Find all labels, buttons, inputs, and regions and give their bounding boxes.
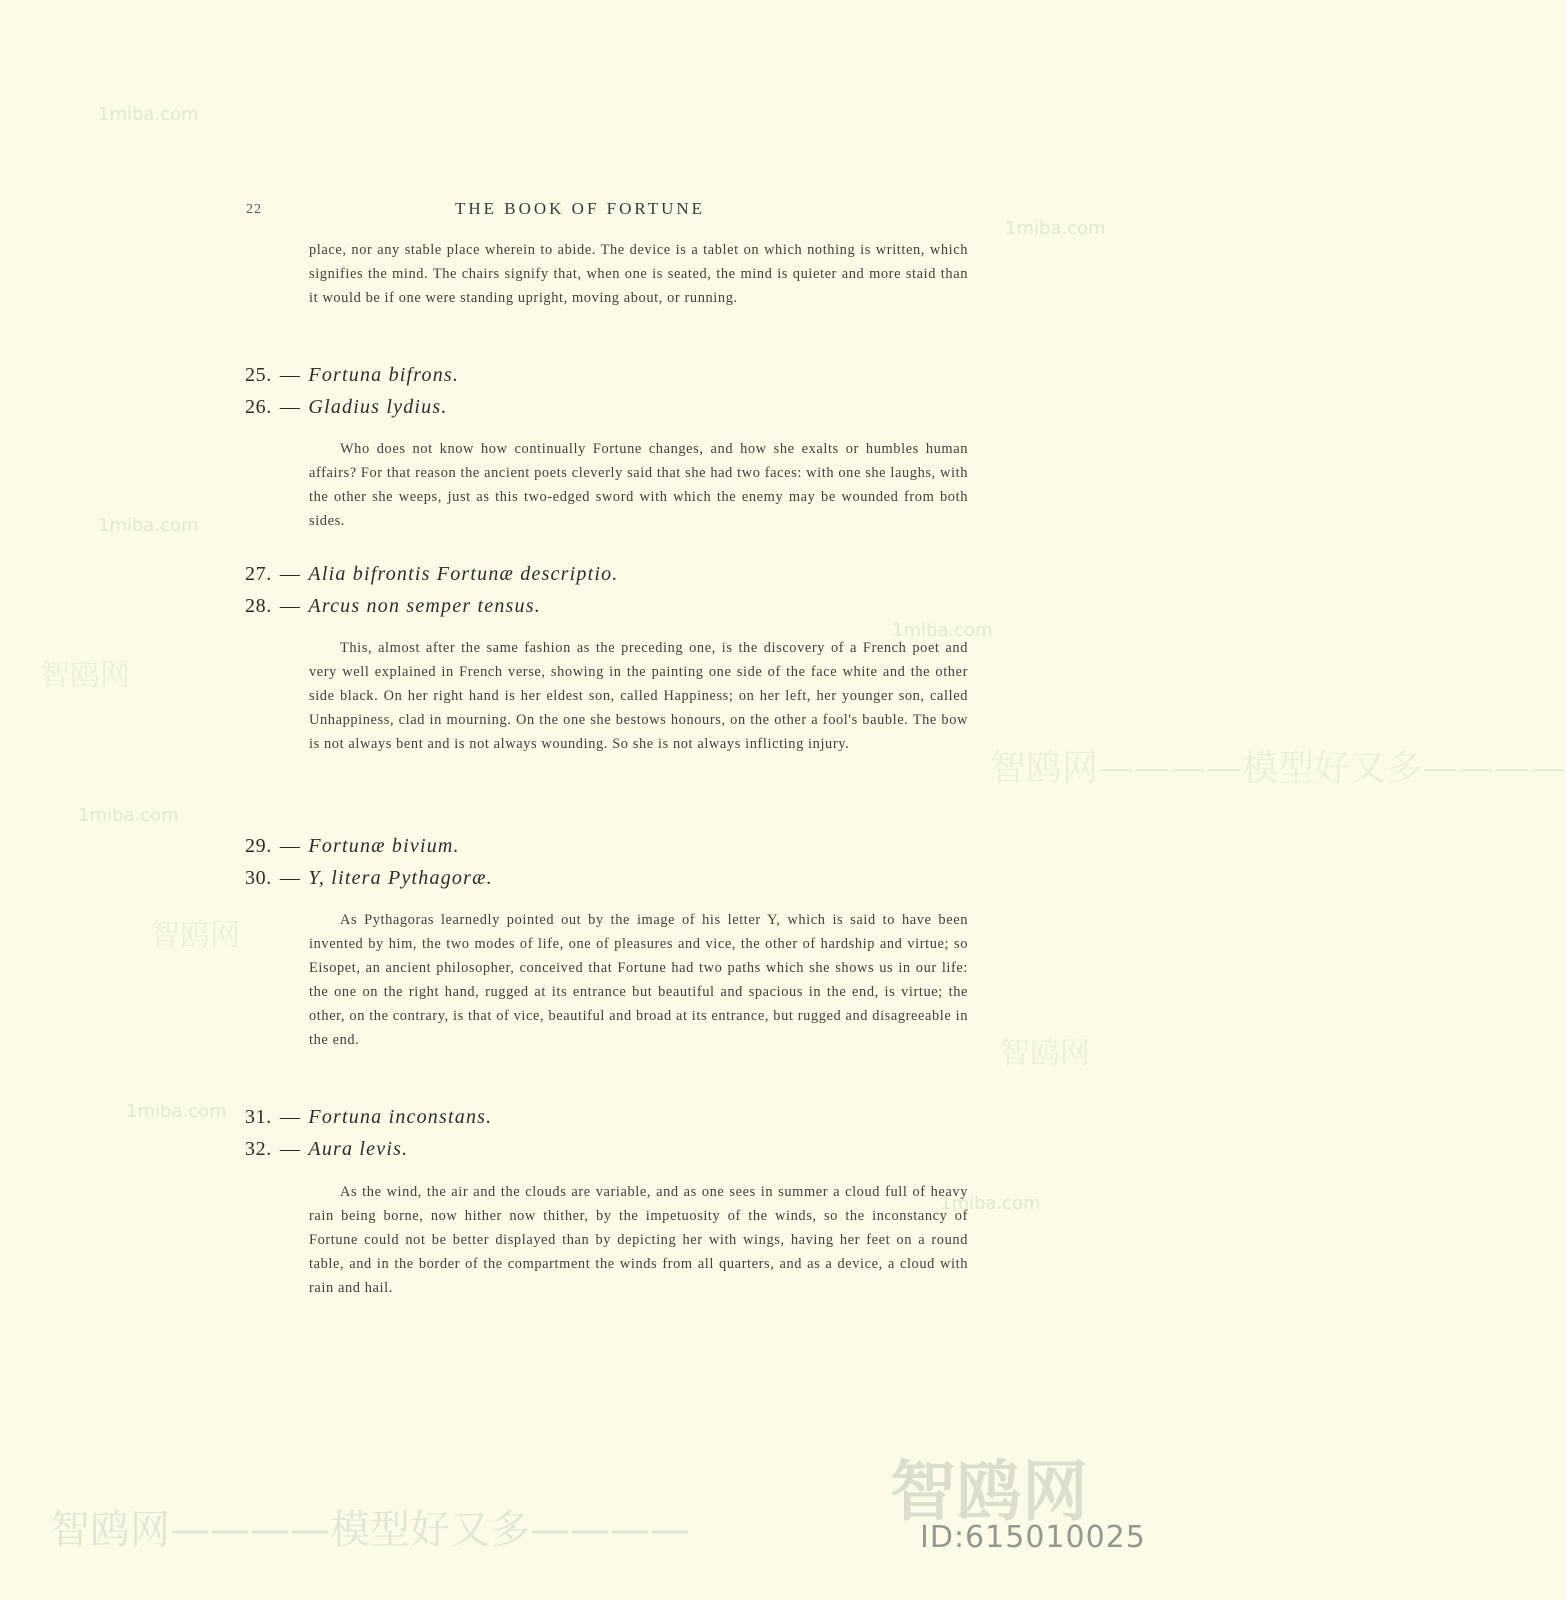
watermark-site-cn: 智鸥网 (150, 918, 240, 953)
watermark-slogan: 智鸥网————模型好又多———— (990, 748, 1566, 789)
watermark-site: 1miba.com (126, 1101, 227, 1122)
entry-number: 32. (245, 1138, 272, 1160)
entry-31 (245, 1106, 492, 1129)
watermark-site: 1miba.com (892, 620, 993, 641)
entry-32 (245, 1138, 408, 1161)
paragraph-27-28: This, almost after the same fashion as the preceding one, is the discovery of a French poet and very well explained in French verse, showing in the painting one side of the face white and the other side black. On her right hand is her eldest son, called Happiness; on her left, her younger son, called Unhappiness, clad in mourning. On the one she bestows honours, on the other a fool's bauble. The bow is not always bent and is not always wounding. So she is not always inflicting injury. (309, 640, 968, 752)
running-head: THE BOOK OF FORTUNE (454, 199, 706, 218)
entry-dash: — (279, 396, 301, 418)
paragraph-25-26: Who does not know how continually Fortune changes, and how she exalts or humbles human affairs? For that reason the ancient poets cleverly said that she had two faces: with one she laughs, with the other she weeps, just as this two-edged sword with which the enemy may be wounded from both sides. (309, 441, 968, 529)
watermark-site-cn: 智鸥网 (1000, 1036, 1090, 1071)
paragraph-29-30: As Pythagoras learnedly pointed out by the image of his letter Y, which is said to have been invented by him, the two modes of life, one of pleasures and vice, the other of hardship and virtue; so Eisopet, an ancient philosopher, conceived that Fortune had two paths which she shows us in our life: the one on the right hand, rugged at its entrance but beautiful and spacious in the end, is virtue; the other, on the contrary, is that of vice, beautiful and broad at its entrance, but rugged and disagreeable in the end. (309, 912, 968, 1048)
entry-title: Fortuna inconstans. (308, 1106, 493, 1128)
watermark-site: 1miba.com (98, 515, 199, 536)
watermark-site: 1miba.com (98, 104, 199, 125)
watermark-id: ID:615010025 (920, 1520, 1146, 1555)
entry-title: Aura levis. (308, 1138, 409, 1160)
entry-dash: — (279, 563, 301, 585)
page-number: 22 (246, 202, 262, 217)
entry-number: 25. (245, 364, 272, 386)
entry-number: 27. (245, 563, 272, 585)
entry-dash: — (279, 835, 301, 857)
entry-title: Y, litera Pythagoræ. (308, 867, 493, 889)
entry-title: Gladius lydius. (308, 396, 448, 418)
entry-title: Fortunæ bivium. (308, 835, 460, 857)
entry-number: 29. (245, 835, 272, 857)
watermark-site: 1miba.com (940, 1193, 1041, 1214)
entry-dash: — (279, 595, 301, 617)
entry-number: 30. (245, 867, 272, 889)
entry-number: 31. (245, 1106, 272, 1128)
watermark-logo: 智鸥网 (890, 1453, 1088, 1530)
watermark-site-cn: 智鸥网 (40, 658, 130, 693)
entry-title: Fortuna bifrons. (308, 364, 460, 386)
watermark-site: 1miba.com (1005, 218, 1106, 239)
watermark-slogan: 智鸥网————模型好又多———— (50, 1507, 690, 1553)
entry-25 (245, 364, 459, 387)
paragraph-31-32: As the wind, the air and the clouds are variable, and as one sees in summer a cloud full of heavy rain being borne, now hither now thither, by the impetuosity of the winds, so the inconstancy of Fortune could not be better displayed than by depicting her with wings, having her feet on a round table, and in the border of the compartment the winds from all quarters, and as a device, a cloud with rain and hail. (309, 1184, 968, 1296)
entry-26 (245, 396, 448, 419)
watermark-site: 1miba.com (78, 805, 179, 826)
entry-28 (245, 595, 541, 618)
entry-number: 26. (245, 396, 272, 418)
entry-dash: — (279, 867, 301, 889)
entry-29 (245, 835, 460, 858)
entry-27 (245, 563, 619, 586)
entry-title: Arcus non semper tensus. (308, 595, 541, 617)
entry-dash: — (279, 364, 301, 386)
entry-dash: — (279, 1106, 301, 1128)
entry-title: Alia bifrontis Fortunæ descriptio. (308, 563, 619, 585)
paragraph-continuation: place, nor any stable place wherein to abide. The device is a tablet on which nothing is written, which signifies the mind. The chairs signify that, when one is seated, the mind is quieter and more staid than it would be if one were standing upright, moving about, or running. (309, 242, 968, 306)
entry-dash: — (279, 1138, 301, 1160)
entry-30 (245, 867, 493, 890)
entry-number: 28. (245, 595, 272, 617)
